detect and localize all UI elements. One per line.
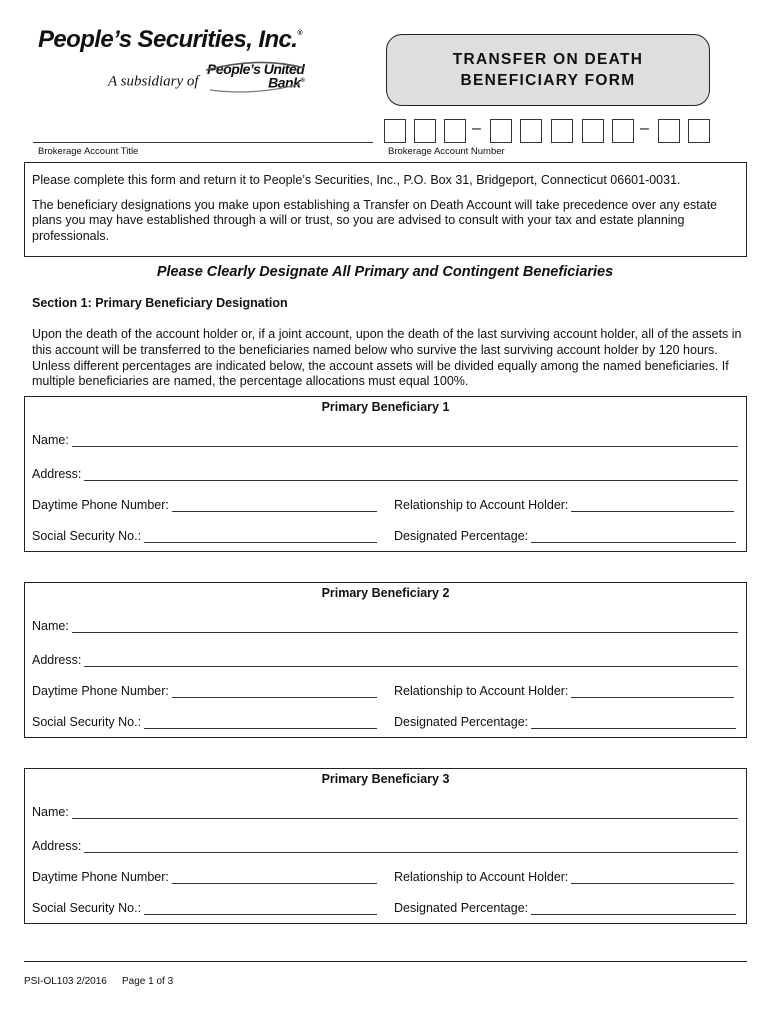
beneficiary-box-1 (24, 396, 747, 552)
address-field[interactable] (32, 467, 738, 481)
phone-input-line[interactable] (172, 872, 377, 884)
percentage-label: Designated Percentage: (394, 901, 529, 915)
account-number-digit-4[interactable] (490, 119, 512, 143)
name-input-line[interactable] (72, 807, 738, 819)
percentage-field[interactable] (394, 901, 736, 915)
bank-name-line1: People’s United (207, 61, 305, 77)
percentage-label: Designated Percentage: (394, 715, 529, 729)
percentage-input-line[interactable] (531, 717, 736, 729)
ssn-input-line[interactable] (144, 717, 377, 729)
phone-field[interactable] (32, 870, 377, 884)
beneficiary-title: Primary Beneficiary 1 (321, 400, 450, 414)
phone-label: Daytime Phone Number: (32, 870, 169, 884)
name-label: Name: (32, 619, 69, 633)
section-description: Upon the death of the account holder or, if a joint account, upon the death of the last surviving account holder, all of the assets in this account will be transferred to the beneficiaries named below who survive the last surviving account holder by 120 hours. Unless different percentages are indicated below, the account assets will be divided equally among the named beneficiaries. If multiple beneficiaries are named, the percentage allocations must equal 100%. (32, 327, 742, 389)
percentage-label: Designated Percentage: (394, 529, 529, 543)
account-number-digit-2[interactable] (414, 119, 436, 143)
page-heading: Please Clearly Designate All Primary and Contingent Beneficiaries (156, 264, 614, 280)
page-number: Page 1 of 3 (122, 976, 174, 987)
bank-name-line2: Bank (268, 74, 301, 91)
form-number: PSI-OL103 2/2016 (24, 976, 107, 987)
ssn-label: Social Security No.: (32, 901, 142, 915)
account-number-digit-8[interactable] (612, 119, 634, 143)
form-title-line2: BENEFICIARY FORM (460, 72, 636, 89)
relationship-label: Relationship to Account Holder: (394, 498, 569, 512)
account-number-digit-9[interactable] (658, 119, 680, 143)
phone-field[interactable] (32, 684, 377, 698)
phone-field[interactable] (32, 498, 377, 512)
account-number-digit-3[interactable] (444, 119, 466, 143)
company-name: People’s Securities, Inc. (38, 26, 298, 53)
account-number-digit-5[interactable] (520, 119, 542, 143)
address-input-line[interactable] (84, 469, 738, 481)
relationship-label: Relationship to Account Holder: (394, 870, 569, 884)
phone-input-line[interactable] (172, 686, 377, 698)
percentage-field[interactable] (394, 715, 736, 729)
account-number-digit-10[interactable] (688, 119, 710, 143)
relationship-input-line[interactable] (571, 500, 734, 512)
form-title-line1: TRANSFER ON DEATH (452, 51, 644, 68)
name-input-line[interactable] (72, 621, 738, 633)
ssn-label: Social Security No.: (32, 529, 142, 543)
subsidiary-text: A subsidiary of (108, 73, 199, 90)
instructions-box (24, 162, 747, 257)
name-input-line[interactable] (72, 435, 738, 447)
address-label: Address: (32, 467, 82, 481)
account-number-digit-6[interactable] (551, 119, 573, 143)
beneficiary-title: Primary Beneficiary 2 (321, 586, 450, 600)
address-field[interactable] (32, 653, 738, 667)
account-number-label: Brokerage Account Number (388, 146, 505, 157)
ssn-input-line[interactable] (144, 531, 377, 543)
instructions-paragraph-2: The beneficiary designations you make upon establishing a Transfer on Death Account will take precedence over any estate plans you may have established through a will or trust, so you are advised to consult with your tax and estate planning professionals. (32, 197, 718, 243)
name-label: Name: (32, 805, 69, 819)
percentage-input-line[interactable] (531, 903, 736, 915)
ssn-field[interactable] (32, 901, 377, 915)
name-label: Name: (32, 433, 69, 447)
name-field[interactable] (32, 619, 738, 633)
beneficiary-box-3 (24, 768, 747, 924)
beneficiary-title: Primary Beneficiary 3 (321, 772, 450, 786)
name-field[interactable] (32, 805, 738, 819)
bank-registered-mark: ® (300, 78, 305, 84)
phone-input-line[interactable] (172, 500, 377, 512)
address-label: Address: (32, 653, 82, 667)
address-field[interactable] (32, 839, 738, 853)
phone-label: Daytime Phone Number: (32, 684, 169, 698)
footer-divider (24, 961, 747, 962)
address-input-line[interactable] (84, 841, 738, 853)
instructions-paragraph-1: Please complete this form and return it to People’s Securities, Inc., P.O. Box 31, Bridgeport, Connecticut 06601-0031. (32, 173, 681, 187)
relationship-field[interactable] (394, 498, 734, 512)
ssn-label: Social Security No.: (32, 715, 142, 729)
registered-mark: ® (297, 30, 302, 37)
ssn-field[interactable] (32, 715, 377, 729)
name-field[interactable] (32, 433, 738, 447)
bank-swoosh-icon (200, 60, 310, 94)
account-title-field[interactable] (33, 142, 373, 143)
ssn-input-line[interactable] (144, 903, 377, 915)
company-logo (38, 26, 302, 54)
form-title-box (386, 34, 710, 106)
address-label: Address: (32, 839, 82, 853)
account-number-separator: – (472, 120, 481, 137)
phone-label: Daytime Phone Number: (32, 498, 169, 512)
account-number-digit-1[interactable] (384, 119, 406, 143)
relationship-label: Relationship to Account Holder: (394, 684, 569, 698)
relationship-field[interactable] (394, 870, 734, 884)
beneficiary-box-2 (24, 582, 747, 738)
percentage-field[interactable] (394, 529, 736, 543)
percentage-input-line[interactable] (531, 531, 736, 543)
account-number-separator: – (640, 120, 649, 137)
account-title-label: Brokerage Account Title (38, 146, 139, 157)
relationship-field[interactable] (394, 684, 734, 698)
relationship-input-line[interactable] (571, 686, 734, 698)
account-number-digit-7[interactable] (582, 119, 604, 143)
section-title: Section 1: Primary Beneficiary Designation (32, 296, 288, 310)
ssn-field[interactable] (32, 529, 377, 543)
relationship-input-line[interactable] (571, 872, 734, 884)
address-input-line[interactable] (84, 655, 738, 667)
